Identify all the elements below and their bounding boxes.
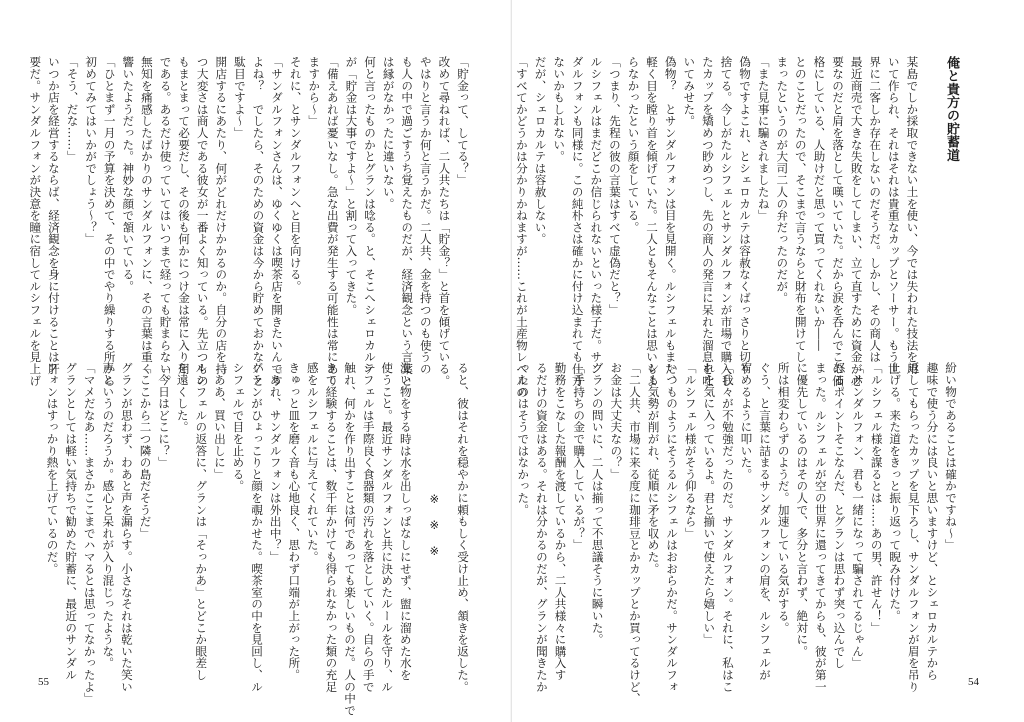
text-line: それに、とサンダルフォンへと目を向ける。	[288, 56, 303, 292]
text-line: 趣味で使う分には良いと思いますけど、とシェロカルテから	[925, 362, 940, 681]
text-line: ンも気勢が削がれ、従順に矛を収めた。	[646, 362, 661, 575]
page-number-right: 54	[968, 676, 979, 688]
text-line: いつものようにそうるルシフェルはおおらかだ。サンダルフォ	[665, 362, 680, 693]
text-line: ないかもしれない。	[552, 56, 567, 163]
text-line: やはりと言うか何と言うかだ。二人共、金を持つのも使うの	[418, 56, 433, 375]
text-line: 勤務をこなした報酬を渡しているから、二人共様々に購入す	[553, 362, 568, 681]
text-line: 「あれ、サンダルフォンは外出中？」	[268, 362, 283, 563]
chapter-title: 俺と貴方の貯蓄道	[944, 56, 959, 162]
text-line: グランがひょっこりと顔を覗かせた。喫茶室の中を見回し、ル	[250, 362, 265, 693]
text-line: に優先しているのはその人で、多分と言わず、絶対に。	[795, 362, 810, 657]
text-line: 宥めるように叩いた。	[739, 362, 754, 480]
text-line: 「すべてかどうかは分かりかねますが……これが土産物レベルの	[514, 56, 529, 399]
text-line: 声というのだろうか。感心と呆れが入り混じったような。	[101, 362, 116, 669]
text-line: 駄目ですよ～」	[232, 56, 247, 139]
text-line: らなかったという顔をしている。	[626, 56, 641, 233]
text-line: れを気に入っているよ。君と揃いで使えたら嬉しい」	[702, 362, 717, 646]
text-line: きゅっと皿を磨く音も心地良く、思わず口端が上がった所。	[287, 362, 302, 681]
text-line: ると、彼はそれを穏やかに頼もしく受け止め、頷きを返した。	[456, 362, 470, 693]
text-line: 「ルシフェル様がそう仰るなら」	[683, 362, 698, 539]
text-line: 格にしている、人助けだと思って買ってくれないか――	[812, 56, 827, 351]
text-line: 初めてみてはいかがでしょう～？」	[84, 56, 99, 245]
text-line: 要だ。サンダルフォンが決意を瞳に宿してルシフェルを見上げ	[28, 56, 43, 387]
page-number-left: 55	[38, 676, 49, 688]
text-line: グランの問いに、二人は揃って不思議そうに瞬いた。	[590, 362, 605, 646]
text-line: とのことだったので、そこまで言うならと財布を開けてし	[793, 56, 808, 363]
text-line: 「二人共、市場に来る度に珈琲豆とかカップとか買ってるけど、	[627, 362, 642, 705]
text-line: 所は相変わらずのようだ。加速している気がする。	[776, 362, 791, 634]
text-line: 「ひとまず一月の予算を決めて、その中でやり繰りする所から	[102, 56, 117, 387]
text-line: シフェルで目を止める。	[231, 362, 246, 492]
text-line: いて作られ、それはそれは貴重なカップとソーサー。もう世	[886, 56, 901, 375]
text-line: たカップを矯めつ眇めつし、先の商人の発言に呆れた溜息を吐	[700, 56, 715, 387]
text-line: 洗い物をする時は水を出しっぱなしにせず、盥に溜めた水を	[398, 362, 413, 681]
text-line: 最近商売で大きな失敗をしてしまい、立て直すために資金が必	[849, 56, 864, 387]
text-line: である。あるだけ使っていてはいつまで経っても貯まらない。	[158, 56, 173, 387]
text-line: 「つまり、先程の彼の言葉はすべて虚偽だと？」	[607, 56, 622, 316]
text-line: グランとしては軽い気持ちで勧めた貯蓄に、最近のサンダル	[64, 362, 79, 681]
text-line: まったというのが大司二人の弁だったのだが。	[775, 56, 790, 304]
left-page-upper-text	[28, 56, 472, 387]
text-line: 偽物ですよこれ、とシェロカルテは容赦なくばっさりと切り	[738, 56, 753, 375]
text-line: が「貯金は大事ですよ～」と割って入ってきた。	[344, 56, 359, 316]
text-line: ルシフェルはまだどこか信じられないといった様子だ。サン	[589, 56, 604, 375]
text-line: 捨てる。今しがたルシフェルとサンダルフォンが市場で購入し	[719, 56, 734, 387]
text-line: きて経験することは、数千年かけても得られなかった類の充足	[324, 362, 339, 693]
text-line: ますから～」	[307, 56, 322, 127]
text-line: グランが思わず、わあと声を漏らす。小さなそれは乾いた笑い	[119, 362, 134, 693]
right-page-upper-text	[514, 56, 960, 399]
text-line: 「備えあれば憂いなし。急な出費が発生する可能性は常にあり	[325, 56, 340, 387]
text-line: 軽く目を瞠り首を傾げていた。二人ともそんなことは思いもよ	[645, 56, 660, 387]
text-line: 「サンダルフォンさんは、ゆくゆくは喫茶店を開きたいんです	[270, 56, 285, 387]
text-line: ぐう、と言葉に詰まるサンダルフォンの肩を、ルシフェルが	[758, 362, 773, 681]
text-line: 触れ、何かを作り出すことは何であっても楽しいものだ。人の中で	[343, 362, 358, 716]
text-line: お金は大丈夫なの？」	[609, 362, 624, 480]
text-line: 改めて尋ねれば、二人共たちは「貯金？」と首を傾げている。	[437, 56, 452, 387]
text-line: もまとまって必要だし、その後も何かにつけ金は常に入り用	[177, 56, 192, 375]
text-line: 「サンダルフォン、君も一緒になって騙されてるじゃん」	[851, 362, 866, 669]
text-line: 無知を痛感したばかりのサンダルフォンに、その言葉は重く	[139, 56, 154, 375]
text-line: だが、シェロカルテは容赦しない。	[533, 56, 548, 245]
text-line: いてみせた。	[682, 56, 697, 127]
text-line: 要なのだと肩を落として嘆いていた。だから涙を呑んでこの価	[831, 56, 846, 387]
text-line: 「我々が不勉強だったのだ。サンダルフォン。それに、私はこ	[720, 362, 735, 693]
text-line: 「ここから二つ隣の島だそうだ」	[138, 362, 153, 539]
text-line: いつか店を経営するならば、経済観念を身に付けることは肝	[46, 56, 61, 375]
text-line: 某島でしか採取できない土を使い、今では失われた技法を用	[905, 56, 920, 375]
text-line: を遠くした。	[175, 362, 190, 433]
text-line: 感をルシフェルに与えてくれていた。	[305, 362, 320, 563]
text-line: 怒るポイントそこなんだ、とグランは思わず突っ込んでし	[832, 362, 847, 669]
text-line: 紛い物であることは確かですね～」	[944, 362, 958, 551]
text-line: 「ああ、買い出しに」	[212, 362, 227, 480]
text-line: つ大変さは商人である彼女が一番よく知っている。先立つもの	[195, 56, 210, 387]
text-line: 使うこと。最近サンダルフォンと共に決めたルールを守り、ル	[380, 362, 395, 693]
section-break: ※ ※ ※	[427, 492, 442, 559]
text-line: ったのはそうではなかった。	[516, 362, 531, 516]
right-page-lower-text	[516, 362, 960, 705]
text-line: フォンはすっかり熱を上げているのだ。	[45, 362, 60, 575]
text-line: 「今日はどこに？」	[157, 362, 172, 469]
text-line: 「また見事に騙されましたね」	[756, 56, 771, 222]
text-line: 「ルシフェル様を謀るとは……あの男、許せん！」	[869, 362, 884, 634]
text-line: 「そう、だな……」	[65, 56, 80, 163]
text-line: 返してもらったカップを見下ろし、サンダルフォンが眉を吊り	[906, 362, 921, 693]
text-line: るだけの資金はある。それは分かるのだが、グランが聞きたか	[534, 362, 549, 693]
text-line: 上げる。来た道をきっと振り返って睨み付けた。	[888, 362, 903, 622]
text-line: 何と言ったものかとグランは唸る。と、そこへシェロカルテ	[363, 56, 378, 375]
text-line: 「貯金って、してる？」	[456, 56, 470, 186]
text-line: ダルフォンも同様に。この純朴さは確かに付け込まれても仕方	[570, 56, 585, 387]
text-line: 偽物？ とサンダルフォンは目を見開く。ルシフェルもまた、	[663, 56, 678, 387]
text-line: 響いたようだった。神妙な顔で頷いている。	[121, 56, 136, 292]
text-line: 「手持ちの金で購入しているが？」	[572, 362, 587, 551]
text-line: ルシフェルの返答に、グランは「そっかあ」とどこか眼差し	[194, 362, 209, 681]
text-line: 開店するにあたり、何がどれだけかかるのか。自分の店を持	[214, 56, 229, 375]
text-line: シフェルは手際良く食器類の汚れを落としていく。自らの手で	[361, 362, 376, 693]
text-line: 「マメだなあ……まさかここまでハマるとは思ってなかったよ」	[82, 362, 97, 705]
text-line: よね？ でしたら、そのための資金は今から貯めておかないと	[251, 56, 266, 387]
text-line: は縁がなかったに違いない。	[381, 56, 396, 210]
text-line: 界に二客しか存在しないのだそうだ。しかし、その商人は	[868, 56, 883, 363]
text-line: も人の中で過ごすうち覚えたものだが、経済観念という言葉と	[400, 56, 415, 387]
text-line: まった。ルシフェルが空の世界に還ってきてからも、彼が第一	[813, 362, 828, 693]
right-page	[512, 0, 1024, 722]
